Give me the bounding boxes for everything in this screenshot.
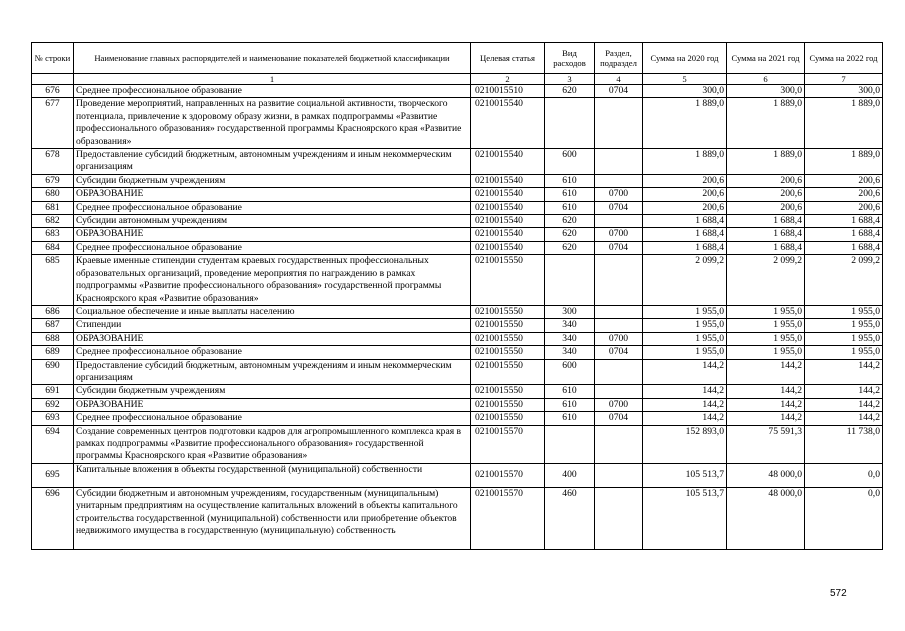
sum-2022-cell: 0,0 [805, 463, 883, 487]
row-number-cell: 680 [32, 188, 74, 201]
table-row [32, 359, 883, 385]
section-code-cell [595, 425, 643, 463]
expense-type-cell: 610 [545, 188, 595, 201]
row-name-cell: Предоставление субсидий бюджетным, автономным учреждениям и иным некоммерческим организациям [74, 149, 471, 175]
target-article-cell: 0210015540 [471, 201, 545, 214]
table-row [32, 487, 883, 549]
sum-2020-cell: 1 889,0 [643, 98, 727, 149]
sum-2022-cell: 200,6 [805, 188, 883, 201]
section-code-cell [595, 98, 643, 149]
table-row [32, 255, 883, 306]
row-number-cell: 692 [32, 398, 74, 411]
header-section: Раздел, подраздел [595, 43, 643, 74]
target-article-cell: 0210015540 [471, 215, 545, 228]
row-number-cell: 689 [32, 346, 74, 359]
sum-2021-cell: 1 955,0 [727, 305, 805, 318]
sum-2022-cell: 0,0 [805, 487, 883, 549]
row-number-cell: 679 [32, 174, 74, 187]
sum-2021-cell: 144,2 [727, 359, 805, 385]
sum-2020-cell: 300,0 [643, 85, 727, 98]
section-code-cell [595, 385, 643, 398]
row-name-cell: Социальное обеспечение и иные выплаты населению [74, 305, 471, 318]
sum-2020-cell: 144,2 [643, 412, 727, 425]
sum-2021-cell: 1 955,0 [727, 319, 805, 332]
column-index-row [32, 74, 883, 85]
sum-2022-cell: 1 955,0 [805, 305, 883, 318]
target-article-cell: 0210015550 [471, 332, 545, 345]
table-row [32, 463, 883, 487]
target-article-cell: 0210015550 [471, 346, 545, 359]
expense-type-cell: 600 [545, 359, 595, 385]
index-cell [32, 74, 74, 85]
header-expense-type: Вид расходов [545, 43, 595, 74]
header-sum-2021: Сумма на 2021 год [727, 43, 805, 74]
sum-2022-cell: 200,6 [805, 201, 883, 214]
budget-table [31, 42, 883, 550]
table-row [32, 332, 883, 345]
expense-type-cell: 610 [545, 201, 595, 214]
sum-2021-cell: 144,2 [727, 398, 805, 411]
row-name-cell: Субсидии бюджетным учреждениям [74, 385, 471, 398]
target-article-cell: 0210015550 [471, 398, 545, 411]
header-sum-2022: Сумма на 2022 год [805, 43, 883, 74]
row-number-cell: 693 [32, 412, 74, 425]
sum-2020-cell: 105 513,7 [643, 487, 727, 549]
row-name-cell: Проведение мероприятий, направленных на развитие социальной активности, творческого потенциала, привлечение к здоровому образу жизни, в рамках подпрограммы «Развитие профессионального образования» государственной программы Красноярского края «Развитие образования» [74, 98, 471, 149]
expense-type-cell: 610 [545, 398, 595, 411]
target-article-cell: 0210015540 [471, 98, 545, 149]
sum-2021-cell: 1 688,4 [727, 215, 805, 228]
section-code-cell [595, 215, 643, 228]
target-article-cell: 0210015540 [471, 241, 545, 254]
section-code-cell [595, 319, 643, 332]
expense-type-cell: 460 [545, 487, 595, 549]
sum-2021-cell: 144,2 [727, 385, 805, 398]
sum-2020-cell: 1 889,0 [643, 149, 727, 175]
row-name-cell: Субсидии бюджетным учреждениям [74, 174, 471, 187]
row-number-cell: 685 [32, 255, 74, 306]
row-number-cell: 687 [32, 319, 74, 332]
row-number-cell: 694 [32, 425, 74, 463]
target-article-cell: 0210015550 [471, 255, 545, 306]
row-number-cell: 682 [32, 215, 74, 228]
sum-2020-cell: 1 688,4 [643, 241, 727, 254]
table-row [32, 85, 883, 98]
table-row [32, 98, 883, 149]
budget-table-page [31, 42, 883, 550]
section-code-cell: 0700 [595, 188, 643, 201]
index-cell: 4 [595, 74, 643, 85]
sum-2021-cell: 1 955,0 [727, 332, 805, 345]
sum-2020-cell: 152 893,0 [643, 425, 727, 463]
sum-2020-cell: 200,6 [643, 201, 727, 214]
header-name: Наименование главных распорядителей и наименование показателей бюджетной классификации [74, 43, 471, 74]
target-article-cell: 0210015550 [471, 412, 545, 425]
section-code-cell [595, 463, 643, 487]
expense-type-cell [545, 98, 595, 149]
row-name-cell: Предоставление субсидий бюджетным, автономным учреждениям и иным некоммерческим организациям [74, 359, 471, 385]
row-name-cell: Субсидии автономным учреждениям [74, 215, 471, 228]
expense-type-cell: 620 [545, 215, 595, 228]
sum-2021-cell: 1 955,0 [727, 346, 805, 359]
table-row [32, 412, 883, 425]
section-code-cell [595, 255, 643, 306]
section-code-cell: 0704 [595, 346, 643, 359]
header-row-number: № строки [32, 43, 74, 74]
index-cell: 6 [727, 74, 805, 85]
table-row [32, 188, 883, 201]
expense-type-cell [545, 425, 595, 463]
section-code-cell [595, 487, 643, 549]
sum-2021-cell: 300,0 [727, 85, 805, 98]
row-name-cell: Среднее профессиональное образование [74, 241, 471, 254]
index-cell: 1 [74, 74, 471, 85]
header-sum-2020: Сумма на 2020 год [643, 43, 727, 74]
expense-type-cell: 340 [545, 319, 595, 332]
table-row [32, 215, 883, 228]
sum-2022-cell: 2 099,2 [805, 255, 883, 306]
target-article-cell: 0210015540 [471, 149, 545, 175]
sum-2022-cell: 1 889,0 [805, 98, 883, 149]
row-number-cell: 691 [32, 385, 74, 398]
section-code-cell: 0700 [595, 228, 643, 241]
row-name-cell: Среднее профессиональное образование [74, 85, 471, 98]
index-cell: 7 [805, 74, 883, 85]
sum-2021-cell: 75 591,3 [727, 425, 805, 463]
sum-2022-cell: 1 688,4 [805, 228, 883, 241]
row-name-cell: ОБРАЗОВАНИЕ [74, 228, 471, 241]
page-number: 572 [830, 588, 847, 599]
row-number-cell: 688 [32, 332, 74, 345]
row-name-cell: ОБРАЗОВАНИЕ [74, 188, 471, 201]
target-article-cell: 0210015540 [471, 174, 545, 187]
expense-type-cell: 300 [545, 305, 595, 318]
expense-type-cell: 600 [545, 149, 595, 175]
table-row [32, 425, 883, 463]
sum-2022-cell: 144,2 [805, 398, 883, 411]
sum-2022-cell: 11 738,0 [805, 425, 883, 463]
row-number-cell: 677 [32, 98, 74, 149]
expense-type-cell: 340 [545, 346, 595, 359]
expense-type-cell: 620 [545, 228, 595, 241]
sum-2022-cell: 1 889,0 [805, 149, 883, 175]
expense-type-cell: 610 [545, 385, 595, 398]
sum-2020-cell: 200,6 [643, 188, 727, 201]
row-number-cell: 686 [32, 305, 74, 318]
row-number-cell: 678 [32, 149, 74, 175]
section-code-cell: 0704 [595, 85, 643, 98]
sum-2020-cell: 1 955,0 [643, 332, 727, 345]
target-article-cell: 0210015510 [471, 85, 545, 98]
row-name-cell: Среднее профессиональное образование [74, 412, 471, 425]
row-name-cell: Субсидии бюджетным и автономным учреждениям, государственным (муниципальным) унитарным предприятиям на осуществление капитальных вложений в объекты капитального строительства государственной (муниципальной) собственности или приобретение объектов недвижимого имущества в государственную (муниципальную) собственность [74, 487, 471, 549]
table-row [32, 174, 883, 187]
table-row [32, 228, 883, 241]
sum-2022-cell: 1 955,0 [805, 346, 883, 359]
sum-2022-cell: 300,0 [805, 85, 883, 98]
table-row [32, 385, 883, 398]
sum-2021-cell: 1 688,4 [727, 241, 805, 254]
sum-2022-cell: 1 955,0 [805, 319, 883, 332]
index-cell: 5 [643, 74, 727, 85]
row-number-cell: 696 [32, 487, 74, 549]
sum-2020-cell: 144,2 [643, 398, 727, 411]
sum-2021-cell: 200,6 [727, 201, 805, 214]
sum-2021-cell: 1 889,0 [727, 98, 805, 149]
target-article-cell: 0210015570 [471, 425, 545, 463]
sum-2021-cell: 200,6 [727, 174, 805, 187]
sum-2020-cell: 2 099,2 [643, 255, 727, 306]
sum-2020-cell: 144,2 [643, 359, 727, 385]
sum-2022-cell: 144,2 [805, 385, 883, 398]
sum-2020-cell: 1 688,4 [643, 228, 727, 241]
expense-type-cell: 340 [545, 332, 595, 345]
section-code-cell: 0704 [595, 201, 643, 214]
sum-2020-cell: 1 955,0 [643, 305, 727, 318]
sum-2020-cell: 1 688,4 [643, 215, 727, 228]
table-row [32, 201, 883, 214]
section-code-cell: 0700 [595, 332, 643, 345]
row-name-cell: ОБРАЗОВАНИЕ [74, 398, 471, 411]
index-cell: 3 [545, 74, 595, 85]
section-code-cell [595, 149, 643, 175]
sum-2021-cell: 200,6 [727, 188, 805, 201]
table-row [32, 305, 883, 318]
target-article-cell: 0210015540 [471, 228, 545, 241]
target-article-cell: 0210015550 [471, 319, 545, 332]
section-code-cell [595, 359, 643, 385]
sum-2020-cell: 105 513,7 [643, 463, 727, 487]
sum-2022-cell: 144,2 [805, 359, 883, 385]
row-name-cell: Краевые именные стипендии студентам краевых государственных профессиональных образовательных организаций, проведение мероприятия по награждению в рамках подпрограммы «Развитие профессионального образования» государственной программы Красноярского края «Развитие образования» [74, 255, 471, 306]
section-code-cell [595, 174, 643, 187]
section-code-cell: 0704 [595, 241, 643, 254]
section-code-cell [595, 305, 643, 318]
row-name-cell: ОБРАЗОВАНИЕ [74, 332, 471, 345]
header-row [32, 43, 883, 74]
sum-2021-cell: 48 000,0 [727, 487, 805, 549]
target-article-cell: 0210015550 [471, 385, 545, 398]
row-name-cell: Капитальные вложения в объекты государственной (муниципальной) собственности [74, 463, 471, 487]
sum-2021-cell: 2 099,2 [727, 255, 805, 306]
row-number-cell: 684 [32, 241, 74, 254]
expense-type-cell: 610 [545, 412, 595, 425]
sum-2022-cell: 1 688,4 [805, 215, 883, 228]
expense-type-cell: 610 [545, 174, 595, 187]
row-name-cell: Стипендии [74, 319, 471, 332]
target-article-cell: 0210015570 [471, 487, 545, 549]
sum-2021-cell: 48 000,0 [727, 463, 805, 487]
table-row [32, 319, 883, 332]
row-name-cell: Среднее профессиональное образование [74, 201, 471, 214]
sum-2021-cell: 1 889,0 [727, 149, 805, 175]
row-number-cell: 683 [32, 228, 74, 241]
row-name-cell: Среднее профессиональное образование [74, 346, 471, 359]
target-article-cell: 0210015550 [471, 359, 545, 385]
section-code-cell: 0704 [595, 412, 643, 425]
sum-2020-cell: 144,2 [643, 385, 727, 398]
row-name-cell: Создание современных центров подготовки кадров для агропромышленного комплекса края в рамках подпрограммы «Развитие профессионального образования» государственной программы Красноярского края «Развитие образования» [74, 425, 471, 463]
expense-type-cell [545, 255, 595, 306]
sum-2021-cell: 144,2 [727, 412, 805, 425]
table-row [32, 346, 883, 359]
sum-2020-cell: 1 955,0 [643, 346, 727, 359]
row-number-cell: 695 [32, 463, 74, 487]
sum-2022-cell: 1 688,4 [805, 241, 883, 254]
table-row [32, 241, 883, 254]
table-row [32, 398, 883, 411]
table-row [32, 149, 883, 175]
target-article-cell: 0210015540 [471, 188, 545, 201]
header-target-article: Целевая статья [471, 43, 545, 74]
sum-2022-cell: 200,6 [805, 174, 883, 187]
row-number-cell: 681 [32, 201, 74, 214]
target-article-cell: 0210015550 [471, 305, 545, 318]
target-article-cell: 0210015570 [471, 463, 545, 487]
sum-2020-cell: 1 955,0 [643, 319, 727, 332]
sum-2022-cell: 144,2 [805, 412, 883, 425]
expense-type-cell: 620 [545, 241, 595, 254]
row-number-cell: 676 [32, 85, 74, 98]
row-number-cell: 690 [32, 359, 74, 385]
sum-2021-cell: 1 688,4 [727, 228, 805, 241]
sum-2020-cell: 200,6 [643, 174, 727, 187]
expense-type-cell: 620 [545, 85, 595, 98]
section-code-cell: 0700 [595, 398, 643, 411]
expense-type-cell: 400 [545, 463, 595, 487]
sum-2022-cell: 1 955,0 [805, 332, 883, 345]
index-cell: 2 [471, 74, 545, 85]
